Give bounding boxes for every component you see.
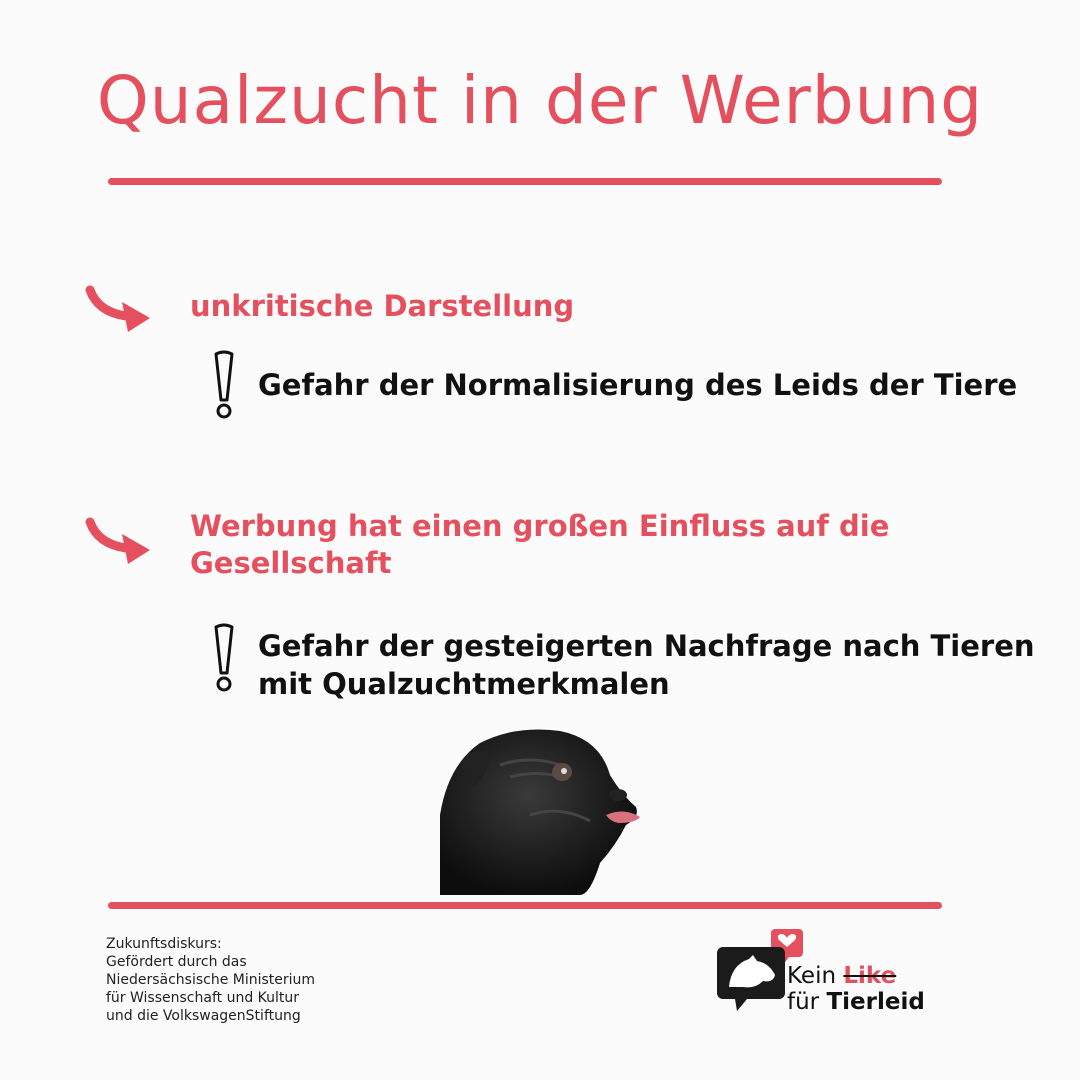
- logo-word-tierleid: Tierleid: [826, 989, 925, 1015]
- top-divider: [108, 178, 942, 185]
- section-heading-1: unkritische Darstellung: [190, 289, 575, 323]
- logo-wordmark: [787, 963, 925, 1015]
- pug-dog-image: [440, 725, 645, 895]
- section-heading-2-line1: Werbung hat einen großen Einfluss auf die: [190, 509, 890, 543]
- kein-like-fuer-tierleid-logo: [705, 925, 945, 1025]
- page-title: Qualzucht in der Werbung: [96, 62, 984, 139]
- warning-point-1: Gefahr der Normalisierung des Leids der Tiere: [258, 368, 1018, 402]
- funding-line: und die VolkswagenStiftung: [106, 1008, 301, 1024]
- funding-line: Zukunftsdiskurs:: [106, 936, 222, 952]
- exclamation-icon: [208, 623, 240, 693]
- warning-point-2: [258, 627, 1058, 703]
- logo-word-fuer: für: [787, 989, 820, 1015]
- logo-word-like: Like: [843, 963, 897, 989]
- exclamation-icon: [208, 350, 240, 420]
- funding-notice: [106, 935, 426, 1025]
- funding-line: Gefördert durch das: [106, 954, 247, 970]
- bottom-divider: [108, 902, 942, 909]
- curved-arrow-icon: [84, 514, 156, 566]
- logo-word-kein: Kein: [787, 963, 837, 989]
- funding-line: Niedersächsische Ministerium: [106, 972, 316, 988]
- section-heading-2: [190, 508, 950, 582]
- warning-point-2-line2: mit Qualzuchtmerkmalen: [258, 667, 670, 701]
- curved-arrow-icon: [84, 282, 156, 334]
- warning-point-2-line1: Gefahr der gesteigerten Nachfrage nach Tieren: [258, 629, 1035, 663]
- section-heading-2-line2: Gesellschaft: [190, 546, 392, 580]
- funding-line: für Wissenschaft und Kultur: [106, 990, 300, 1006]
